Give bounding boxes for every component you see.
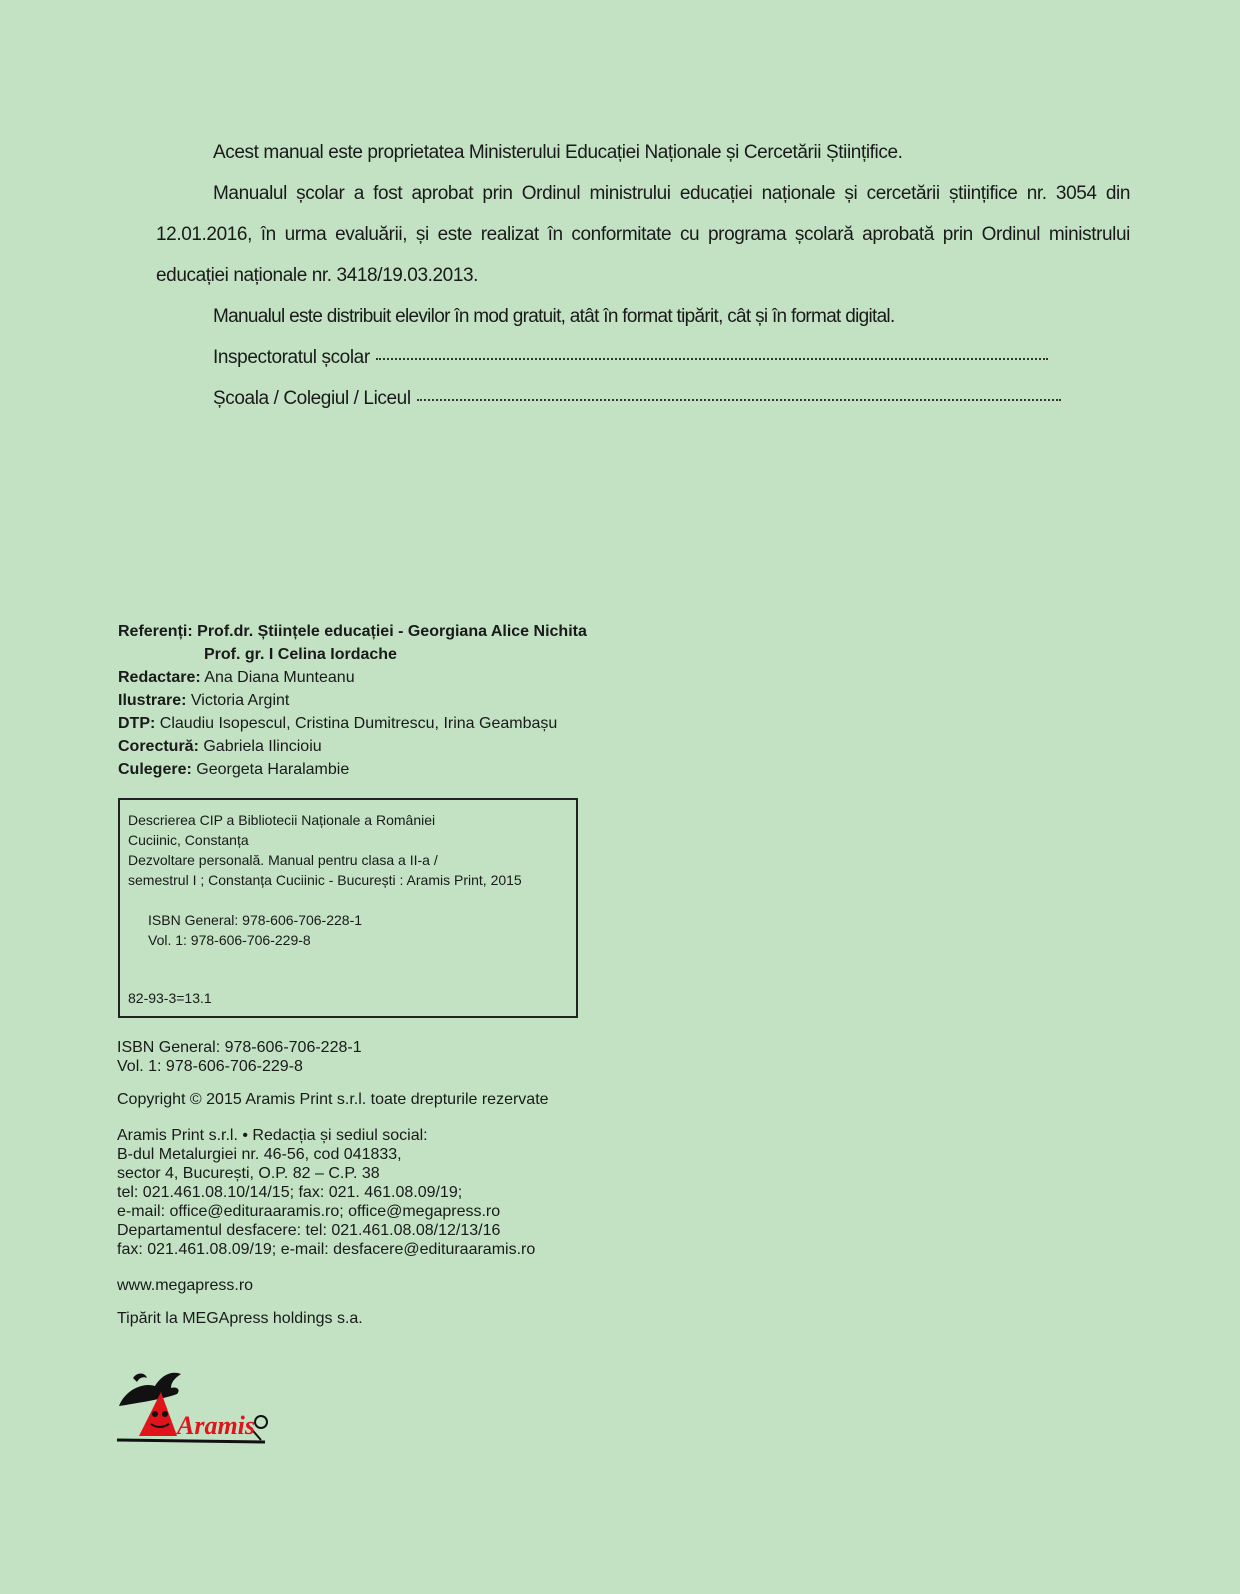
credit-corectura: Corectură: Gabriela Ilincioiu <box>118 738 322 755</box>
scoala-label: Școala / Colegiul / Liceul <box>213 388 411 409</box>
logo-text: Aramis <box>177 1411 256 1440</box>
website-line: www.megapress.ro <box>117 1277 254 1294</box>
address-line: fax: 021.461.08.09/19; e-mail: desfacere@edituraaramis.ro <box>117 1241 536 1258</box>
address-line: Aramis Print s.r.l. • Redacția și sediul social: <box>117 1127 428 1144</box>
logo-baseline <box>117 1440 265 1442</box>
hat-shape <box>119 1373 181 1406</box>
address-line: e-mail: office@edituraaramis.ro; office@megapress.ro <box>117 1203 501 1220</box>
address-line: B-dul Metalurgiei nr. 46-56, cod 041833, <box>117 1146 402 1163</box>
inspectorat-blank <box>376 356 1048 360</box>
cip-line: Descrierea CIP a Bibliotecii Naționale a României <box>128 812 436 828</box>
credit-dtp: DTP: Claudiu Isopescul, Cristina Dumitrescu, Irina Geambașu <box>118 715 558 732</box>
cip-line: semestrul I ; Constanța Cuciinic - București : Aramis Print, 2015 <box>128 872 522 888</box>
printed-line: Tipărit la MEGApress holdings s.a. <box>117 1310 363 1327</box>
approval-paragraph: Manualul școlar a fost aprobat prin Ordinul ministrului educației naționale și cercetării științifice nr. 3054 din 12.01.2016, în urma evaluării, și este realizat în conformitate cu programa școlară aprobată prin Ordinul ministrului educației naționale nr. 3418/19.03.2013. <box>156 183 1130 286</box>
sword-guard <box>255 1416 267 1428</box>
eye-left <box>152 1411 158 1417</box>
scoala-blank <box>417 397 1061 401</box>
credit-redactare: Redactare: Ana Diana Munteanu <box>118 669 355 686</box>
cip-isbn-general: ISBN General: 978-606-706-228-1 <box>148 912 363 928</box>
address-line: sector 4, București, O.P. 82 – C.P. 38 <box>117 1165 380 1182</box>
aramis-logo <box>115 1368 275 1446</box>
address-line: Departamentul desfacere: tel: 021.461.08.08/12/13/16 <box>117 1222 501 1239</box>
cip-cdu: 82-93-3=13.1 <box>128 990 212 1006</box>
credit-culegere: Culegere: Georgeta Haralambie <box>118 761 350 778</box>
credit-referenti: Referenți: Prof.dr. Științele educației - Georgiana Alice Nichita <box>118 623 587 640</box>
cip-line: Dezvoltare personală. Manual pentru clasa a II-a / <box>128 852 438 868</box>
inspectorat-line <box>156 337 1130 378</box>
ownership-paragraph: Acest manual este proprietatea Ministerului Educației Naționale și Cercetării Științifice. <box>213 142 903 163</box>
distribution-paragraph: Manualul este distribuit elevilor în mod gratuit, atât în format tipărit, cât și în format digital. <box>213 306 895 327</box>
cip-isbn-vol: Vol. 1: 978-606-706-229-8 <box>148 932 311 948</box>
credit-referent2: Prof. gr. I Celina Iordache <box>204 646 397 663</box>
credits-section <box>118 620 587 781</box>
isbn-vol: Vol. 1: 978-606-706-229-8 <box>117 1058 303 1075</box>
address-line: tel: 021.461.08.10/14/15; fax: 021. 461.08.09/19; <box>117 1184 463 1201</box>
publisher-info <box>117 1038 549 1328</box>
credit-ilustrare: Ilustrare: Victoria Argint <box>118 692 290 709</box>
eye-right <box>162 1411 168 1417</box>
inspectorat-label: Inspectoratul școlar <box>213 347 370 368</box>
cip-box <box>118 798 578 1018</box>
isbn-general: ISBN General: 978-606-706-228-1 <box>117 1039 362 1056</box>
copyright-line: Copyright © 2015 Aramis Print s.r.l. toate drepturile rezervate <box>117 1091 549 1108</box>
hat-feather <box>133 1374 147 1383</box>
cip-line: Cuciinic, Constanța <box>128 832 249 848</box>
scoala-line <box>156 378 1130 419</box>
intro-section <box>156 132 1130 419</box>
